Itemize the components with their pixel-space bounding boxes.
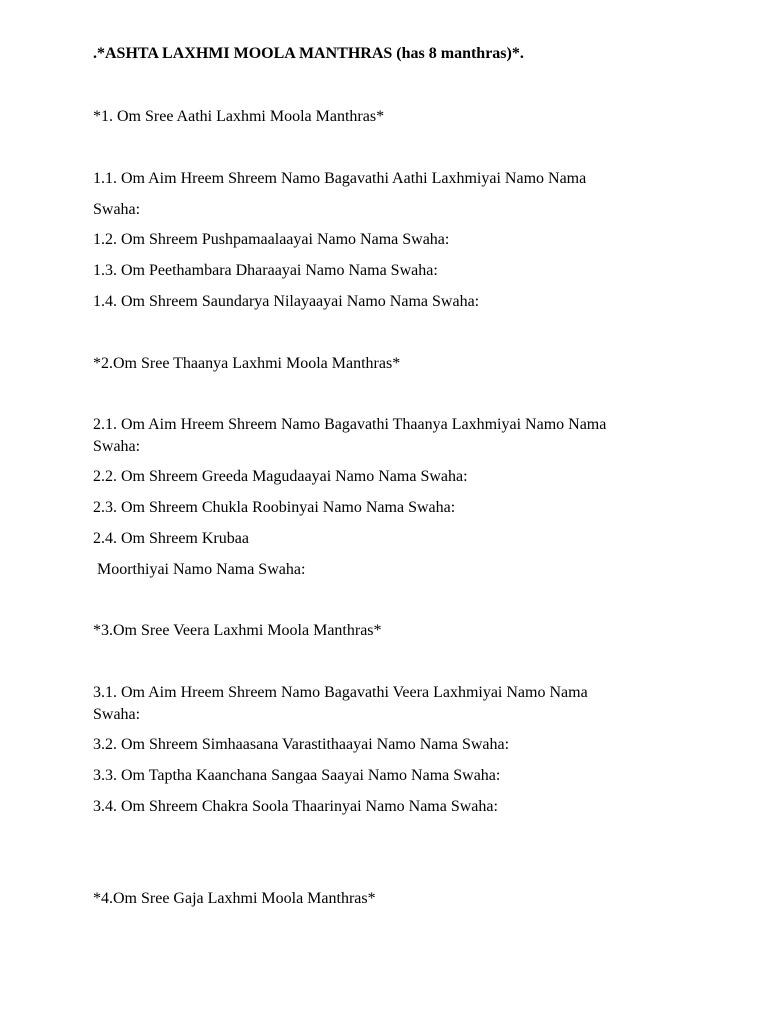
- section-2-line-6: Moorthiyai Namo Nama Swaha:: [93, 561, 306, 578]
- section-2-line-2: Swaha:: [93, 438, 141, 455]
- section-2-line-3: 2.2. Om Shreem Greeda Magudaayai Namo Nama Swaha:: [93, 468, 468, 485]
- section-1-line-4: 1.3. Om Peethambara Dharaayai Namo Nama Swaha:: [93, 262, 438, 279]
- section-3-line-2: Swaha:: [93, 706, 141, 723]
- section-3-line-3: 3.2. Om Shreem Simhaasana Varastithaayai Namo Nama Swaha:: [93, 736, 510, 753]
- section-4-heading: *4.Om Sree Gaja Laxhmi Moola Manthras*: [93, 890, 376, 907]
- section-1-line-2: Swaha:: [93, 201, 141, 218]
- section-3-line-5: 3.4. Om Shreem Chakra Soola Thaarinyai Namo Nama Swaha:: [93, 798, 498, 815]
- section-3-line-4: 3.3. Om Taptha Kaanchana Sangaa Saayai Namo Nama Swaha:: [93, 767, 501, 784]
- section-3-heading: *3.Om Sree Veera Laxhmi Moola Manthras*: [93, 622, 382, 639]
- document-title: .*ASHTA LAXHMI MOOLA MANTHRAS (has 8 manthras)*.: [93, 45, 524, 62]
- section-1-line-3: 1.2. Om Shreem Pushpamaalaayai Namo Nama Swaha:: [93, 231, 450, 248]
- section-3-line-1: 3.1. Om Aim Hreem Shreem Namo Bagavathi Veera Laxhmiyai Namo Nama: [93, 684, 588, 701]
- section-2-line-4: 2.3. Om Shreem Chukla Roobinyai Namo Nama Swaha:: [93, 499, 456, 516]
- section-2-heading: *2.Om Sree Thaanya Laxhmi Moola Manthras*: [93, 355, 401, 372]
- section-2-line-1: 2.1. Om Aim Hreem Shreem Namo Bagavathi Thaanya Laxhmiyai Namo Nama: [93, 416, 607, 433]
- section-2-line-5: 2.4. Om Shreem Krubaa: [93, 530, 249, 547]
- section-1-line-5: 1.4. Om Shreem Saundarya Nilayaayai Namo Nama Swaha:: [93, 293, 480, 310]
- section-1-heading: *1. Om Sree Aathi Laxhmi Moola Manthras*: [93, 108, 385, 125]
- section-1-line-1: 1.1. Om Aim Hreem Shreem Namo Bagavathi Aathi Laxhmiyai Namo Nama: [93, 170, 587, 187]
